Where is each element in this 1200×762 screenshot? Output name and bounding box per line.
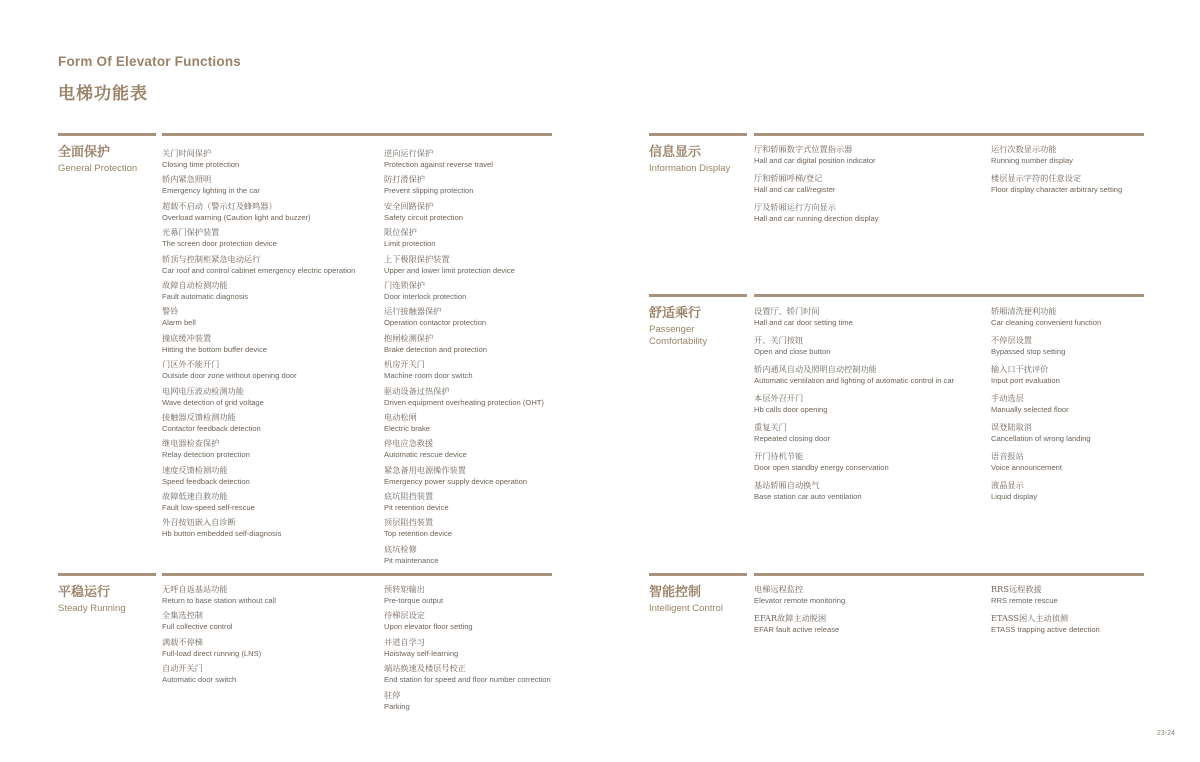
function-item-zh: RRS远程救援: [991, 584, 1042, 594]
function-item: [991, 584, 1151, 613]
function-item-zh: 紧急备用电源操作装置: [384, 464, 466, 475]
function-item-zh: 安全回路保护: [384, 200, 434, 211]
section-divider: [162, 133, 552, 136]
function-item-en: Operation contactor protection: [384, 318, 487, 328]
function-item: [384, 280, 584, 306]
section-divider: [754, 133, 1144, 136]
function-item: [384, 544, 584, 570]
function-item-en: Top retention device: [384, 529, 452, 539]
function-item-en: Alarm bell: [162, 318, 196, 328]
function-item-en: Hb button embedded self-diagnosis: [162, 529, 282, 539]
function-item-zh: 本层外召开门: [754, 393, 804, 403]
function-item: [754, 306, 979, 335]
function-item: [162, 359, 377, 385]
function-item-en: Running number display: [991, 156, 1073, 165]
function-item: [384, 584, 584, 610]
function-item: [162, 412, 377, 438]
function-item-zh: 机房开关门: [384, 359, 425, 370]
function-item: [384, 148, 584, 174]
function-item-zh: 限位保护: [384, 227, 417, 238]
function-item-en: The screen door protection device: [162, 239, 277, 249]
section-title-zh: 舒适乘行: [649, 306, 702, 321]
function-item-zh: 轿顶与控制柜紧急电动运行: [162, 253, 261, 264]
function-item-en: Hall and car door setting time: [754, 318, 853, 327]
function-item: [384, 491, 584, 517]
function-item: [754, 584, 979, 613]
function-item: [991, 173, 1151, 202]
function-item-en: Pit maintenance: [384, 555, 439, 565]
function-item: [384, 386, 584, 412]
function-item: [991, 306, 1151, 335]
section-title-information-display: [649, 145, 749, 175]
function-item: [754, 451, 979, 480]
section-divider: [649, 294, 747, 297]
function-item-en: Input port evaluation: [991, 376, 1060, 385]
function-item-zh: 厅和轿厢呼梯/登记: [754, 173, 823, 183]
function-item-zh: 警铃: [162, 306, 179, 317]
function-item-zh: 楼层显示字符的任意设定: [991, 173, 1082, 183]
function-item: [754, 173, 979, 202]
function-item: [384, 517, 584, 543]
section-title-en: Passenger: [649, 324, 695, 335]
function-item-en: Pre-torque output: [384, 596, 444, 605]
function-item-en: Hitting the bottom buffer device: [162, 344, 267, 354]
function-item: [991, 335, 1151, 364]
function-item-en: Prevent slipping protection: [384, 186, 474, 196]
function-item-en: Emergency power supply device operation: [384, 476, 528, 486]
section-title-general-protection: [58, 145, 158, 175]
function-item: [384, 359, 584, 385]
section-divider: [162, 573, 552, 576]
function-item-en: Machine room door switch: [384, 371, 473, 381]
function-item-en: Elevator remote monitoring: [754, 596, 846, 605]
function-item: [162, 386, 377, 412]
function-item-zh: 底坑检修: [384, 543, 417, 554]
function-item-zh: 基站轿厢自动换气: [754, 480, 820, 490]
function-item-zh: 外召按钮嵌入自诊断: [162, 517, 236, 528]
function-item-en: Closing time protection: [162, 160, 240, 169]
function-list: [991, 584, 1151, 642]
function-item-zh: 门连锁保护: [384, 279, 425, 290]
function-item-zh: 继电器检查保护: [162, 438, 220, 449]
function-item: [162, 663, 377, 689]
function-item-zh: 设置厅、轿门时间: [754, 306, 820, 316]
function-item: [754, 480, 979, 509]
function-list: [754, 144, 979, 231]
section-title-en: Comfortability: [649, 336, 708, 347]
function-item-en: Return to base station without call: [162, 596, 276, 605]
section-title-en: General Protection: [58, 163, 138, 174]
section-title-steady-running: [58, 585, 158, 615]
function-list: [991, 144, 1151, 202]
function-item-zh: 厅和轿厢数字式位置指示器: [754, 144, 853, 154]
function-item-zh: 端站换速及楼层号校正: [384, 663, 466, 674]
function-item: [162, 491, 377, 517]
function-item-zh: 待梯层设定: [384, 610, 425, 621]
section-title-en: Intelligent Control: [649, 603, 723, 614]
function-item-en: Pit retention device: [384, 503, 449, 513]
function-item-en: Parking: [384, 701, 410, 711]
page-number: 23-24: [1157, 730, 1175, 737]
function-list: [162, 148, 377, 544]
function-item-en: End station for speed and floor number correction: [384, 675, 551, 685]
function-item-en: Bypassed stop setting: [991, 347, 1066, 356]
function-item: [384, 412, 584, 438]
function-item-zh: 井道自学习: [384, 636, 425, 647]
function-item-en: Brake detection and protection: [384, 344, 488, 354]
function-item-en: Open and close button: [754, 347, 831, 356]
function-item-en: Liquid display: [991, 492, 1038, 501]
function-item-en: Overload warning (Caution light and buzzer): [162, 212, 311, 222]
function-item-zh: 顶层阻挡装置: [384, 517, 434, 528]
function-item: [162, 227, 377, 253]
function-item-zh: 驻停: [384, 689, 401, 700]
function-item-en: Electric brake: [384, 423, 431, 433]
section-divider: [754, 294, 1144, 297]
function-item-en: EFAR fault active release: [754, 625, 840, 634]
function-item-en: RRS remote rescue: [991, 596, 1058, 605]
function-item: [754, 144, 979, 173]
function-item: [754, 364, 979, 393]
function-item-zh: 停电应急救援: [384, 438, 434, 449]
function-item-zh: 电梯远程监控: [754, 584, 804, 594]
function-item-en: Driven equipment overheating protection (OHT): [384, 397, 544, 407]
function-item-en: Automatic ventilation and lighting of automatic control in car: [754, 376, 955, 385]
function-item-en: Floor display character arbitrary setting: [991, 185, 1123, 194]
function-list: [754, 584, 979, 642]
section-divider: [649, 573, 747, 576]
function-item-en: Fault low-speed self-rescue: [162, 503, 255, 513]
function-item: [384, 254, 584, 280]
function-item-zh: 语音报站: [991, 451, 1024, 461]
function-item-zh: 电动松闸: [384, 411, 417, 422]
function-item: [754, 202, 979, 231]
function-item-en: Fault automatic diagnosis: [162, 291, 249, 301]
page-title-zh: 电梯功能表: [58, 84, 148, 104]
function-item-en: Repeated closing door: [754, 434, 830, 443]
section-title-intelligent-control: [649, 585, 749, 615]
function-item-en: Automatic door switch: [162, 675, 237, 685]
function-item-en: ETASS trapping active detection: [991, 625, 1100, 634]
function-item-zh: 撞底缓冲装置: [162, 332, 212, 343]
function-item: [162, 333, 377, 359]
section-title-zh: 全面保护: [58, 145, 111, 160]
section-title-zh: 智能控制: [649, 585, 702, 600]
function-item-en: Contactor feedback detection: [162, 423, 261, 433]
function-item-en: Hall and car call/register: [754, 185, 836, 194]
function-item: [754, 613, 979, 642]
function-item-zh: 故障低速自救功能: [162, 491, 228, 502]
function-item-zh: 故障自动检测功能: [162, 279, 228, 290]
function-item-en: Relay detection protection: [162, 450, 250, 460]
function-item: [384, 227, 584, 253]
function-item: [754, 393, 979, 422]
function-item-zh: 误登陆取消: [991, 422, 1032, 432]
function-item: [384, 610, 584, 636]
function-item-zh: 上下极限保护装置: [384, 253, 450, 264]
function-item-en: Voice announcement: [991, 463, 1062, 472]
function-item-zh: 底坑阻挡装置: [384, 491, 434, 502]
function-item-en: Hb calls door opening: [754, 405, 828, 414]
function-item: [991, 451, 1151, 480]
function-item: [754, 422, 979, 451]
function-item: [162, 465, 377, 491]
function-item: [384, 306, 584, 332]
function-item-zh: 全集选控制: [162, 610, 203, 621]
function-item-zh: 速度反馈检测功能: [162, 464, 228, 475]
function-item-zh: 自动开关门: [162, 663, 203, 674]
function-item-zh: 轿厢清洗便利功能: [991, 306, 1057, 316]
function-item: [384, 438, 584, 464]
function-list: [754, 306, 979, 509]
function-item: [162, 201, 377, 227]
function-item-zh: 手动选层: [991, 393, 1024, 403]
function-item-en: Upper and lower limit protection device: [384, 265, 515, 275]
function-item: [384, 174, 584, 200]
function-item-en: Limit protection: [384, 239, 436, 249]
function-item-zh: 输入口干扰评价: [991, 364, 1049, 374]
function-item-en: Upon elevator floor setting: [384, 622, 473, 632]
function-item: [162, 610, 377, 636]
function-item-zh: ETASS困人主动侦测: [991, 613, 1069, 623]
function-item-zh: 防打滑保护: [384, 174, 425, 185]
function-item-zh: 厅及轿厢运行方向显示: [754, 202, 836, 212]
function-item-en: Door open standby energy conservation: [754, 463, 889, 472]
section-title-passenger-comfortability: [649, 306, 749, 348]
function-item: [991, 480, 1151, 509]
function-list: [162, 584, 377, 690]
function-item: [162, 584, 377, 610]
function-list: [384, 584, 584, 716]
function-item: [162, 254, 377, 280]
function-item-en: Hall and car digital position indicator: [754, 156, 876, 165]
function-item-zh: 预转矩输出: [384, 584, 425, 594]
function-item-zh: 驱动设备过热保护: [384, 385, 450, 396]
function-item: [162, 306, 377, 332]
function-item-en: Base station car auto ventilation: [754, 492, 862, 501]
function-item-en: Door interlock protection: [384, 291, 467, 301]
function-item: [754, 335, 979, 364]
function-item-en: Emergency lighting in the car: [162, 186, 260, 196]
function-item-zh: 开门待机节能: [754, 451, 804, 461]
function-item-zh: 液晶显示: [991, 480, 1024, 490]
function-item: [384, 465, 584, 491]
function-item: [162, 637, 377, 663]
function-item-zh: 不停层设置: [991, 335, 1032, 345]
function-item-en: Full-load direct running (LNS): [162, 648, 262, 658]
function-item: [384, 333, 584, 359]
function-item-zh: 运行次数显示功能: [991, 144, 1057, 154]
function-item-en: Car roof and control cabinet emergency electric operation: [162, 265, 356, 275]
function-item: [991, 364, 1151, 393]
function-item-en: Outside door zone without opening door: [162, 371, 297, 381]
function-item: [991, 422, 1151, 451]
section-divider: [58, 133, 156, 136]
function-item-zh: 开、关门按钮: [754, 335, 804, 345]
function-item-en: Automatic rescue device: [384, 450, 467, 460]
function-item-zh: 接触器反馈检测功能: [162, 411, 236, 422]
function-item: [991, 613, 1151, 642]
function-item: [162, 280, 377, 306]
function-item-zh: 抱闸检测保护: [384, 332, 434, 343]
function-item: [991, 393, 1151, 422]
section-divider: [58, 573, 156, 576]
function-item-en: Safety circuit protection: [384, 212, 463, 222]
function-list: [991, 306, 1151, 509]
section-title-en: Information Display: [649, 163, 731, 174]
page-title-en: Form Of Elevator Functions: [58, 54, 241, 69]
function-list: [384, 148, 584, 570]
function-item-zh: EFAR故障主动脱困: [754, 613, 827, 623]
function-item-en: Car cleaning convenient function: [991, 318, 1102, 327]
function-item-zh: 满载不停梯: [162, 636, 203, 647]
function-item-en: Hoistway self-learning: [384, 648, 459, 658]
function-item-zh: 轿内紧急照明: [162, 174, 212, 185]
function-item-en: Wave detection of grid voltage: [162, 397, 264, 407]
function-item: [162, 438, 377, 464]
function-item: [991, 144, 1151, 173]
section-divider: [754, 573, 1144, 576]
function-item-zh: 关门时间保护: [162, 148, 212, 158]
function-item-zh: 门区外不能开门: [162, 359, 220, 370]
function-item: [162, 148, 377, 174]
function-item: [384, 201, 584, 227]
function-item-zh: 重复关门: [754, 422, 787, 432]
function-item: [384, 690, 584, 716]
function-item: [384, 663, 584, 689]
function-item-en: Speed feedback detection: [162, 476, 250, 486]
function-item: [384, 637, 584, 663]
function-item-zh: 超载不启动（警示灯及蜂鸣器）: [162, 200, 277, 211]
function-item-en: Hall and car running direction display: [754, 214, 879, 223]
section-title-zh: 平稳运行: [58, 585, 111, 600]
section-divider: [649, 133, 747, 136]
function-item-en: Full collective control: [162, 622, 233, 632]
function-item-en: Manually selected floor: [991, 405, 1069, 414]
function-item-en: Cancellation of wrong landing: [991, 434, 1091, 443]
function-item-zh: 电网电压波动检测功能: [162, 385, 244, 396]
function-item-zh: 逆向运行保护: [384, 148, 434, 158]
function-item-zh: 无呼自返基站功能: [162, 584, 228, 594]
function-item: [162, 517, 377, 543]
function-item-en: Protection against reverse travel: [384, 160, 493, 169]
function-item: [162, 174, 377, 200]
section-title-zh: 信息显示: [649, 145, 702, 160]
function-item-zh: 光幕门保护装置: [162, 227, 220, 238]
function-item-zh: 轿内通风自动及照明自动控制功能: [754, 364, 877, 374]
function-item-zh: 运行接触器保护: [384, 306, 442, 317]
section-title-en: Steady Running: [58, 603, 126, 614]
